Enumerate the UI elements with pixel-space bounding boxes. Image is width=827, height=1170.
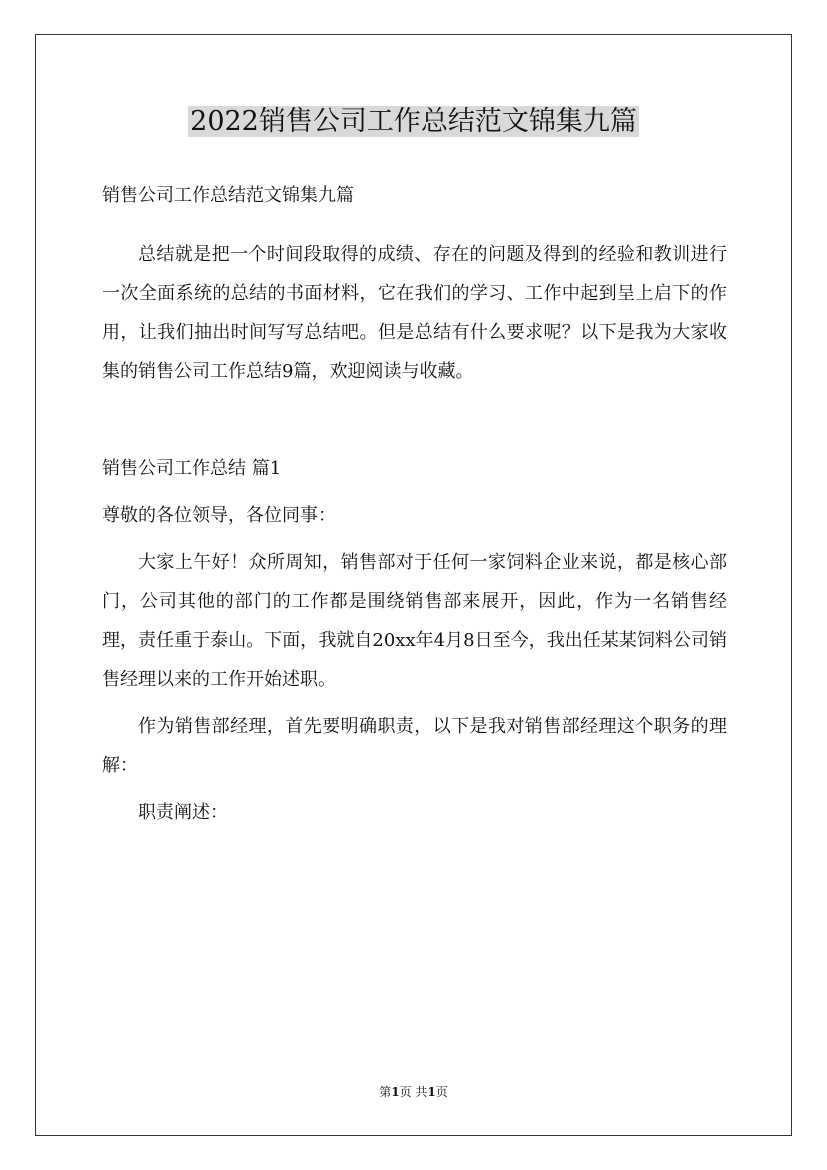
spacer: [102, 391, 727, 449]
document-title-text: 2022销售公司工作总结范文锦集九篇: [190, 106, 637, 137]
section-heading: 销售公司工作总结 篇1: [102, 458, 282, 479]
page-number: 1: [391, 1085, 400, 1099]
page-label-mid: 页 共: [399, 1085, 428, 1099]
page-label-suffix: 页: [435, 1085, 448, 1099]
document-body: [102, 176, 727, 832]
spacer: [102, 488, 727, 496]
spacer: [102, 215, 727, 235]
spacer: [102, 535, 727, 543]
greeting: 尊敬的各位领导，各位同事：: [102, 505, 336, 526]
spacer: [102, 785, 727, 793]
page-footer: [0, 1083, 827, 1100]
page-label-prefix: 第: [379, 1085, 392, 1099]
page-total: 1: [427, 1085, 436, 1099]
body-paragraph: 大家上午好！众所周知，销售部对于任何一家饲料企业来说，都是核心部门，公司其他的部门的工作都是围绕销售部来展开，因此，作为一名销售经理，责任重于泰山。下面，我就自20xx年4月8日至今，我出任某某饲料公司销售经理以来的工作开始述职。: [102, 552, 727, 690]
spacer: [102, 699, 727, 707]
intro-paragraph: 总结就是把一个时间段取得的成绩、存在的问题及得到的经验和教训进行一次全面系统的总结的书面材料，它在我们的学习、工作中起到呈上启下的作用，让我们抽出时间写写总结吧。但是总结有什么要求呢？以下是我为大家收集的销售公司工作总结9篇，欢迎阅读与收藏。: [102, 244, 727, 382]
body-paragraph: 作为销售部经理，首先要明确职责，以下是我对销售部经理这个职务的理解：: [102, 716, 727, 776]
subtitle: 销售公司工作总结范文锦集九篇: [102, 185, 354, 206]
document-title: [0, 103, 827, 141]
body-paragraph: 职责阐述：: [138, 802, 228, 823]
